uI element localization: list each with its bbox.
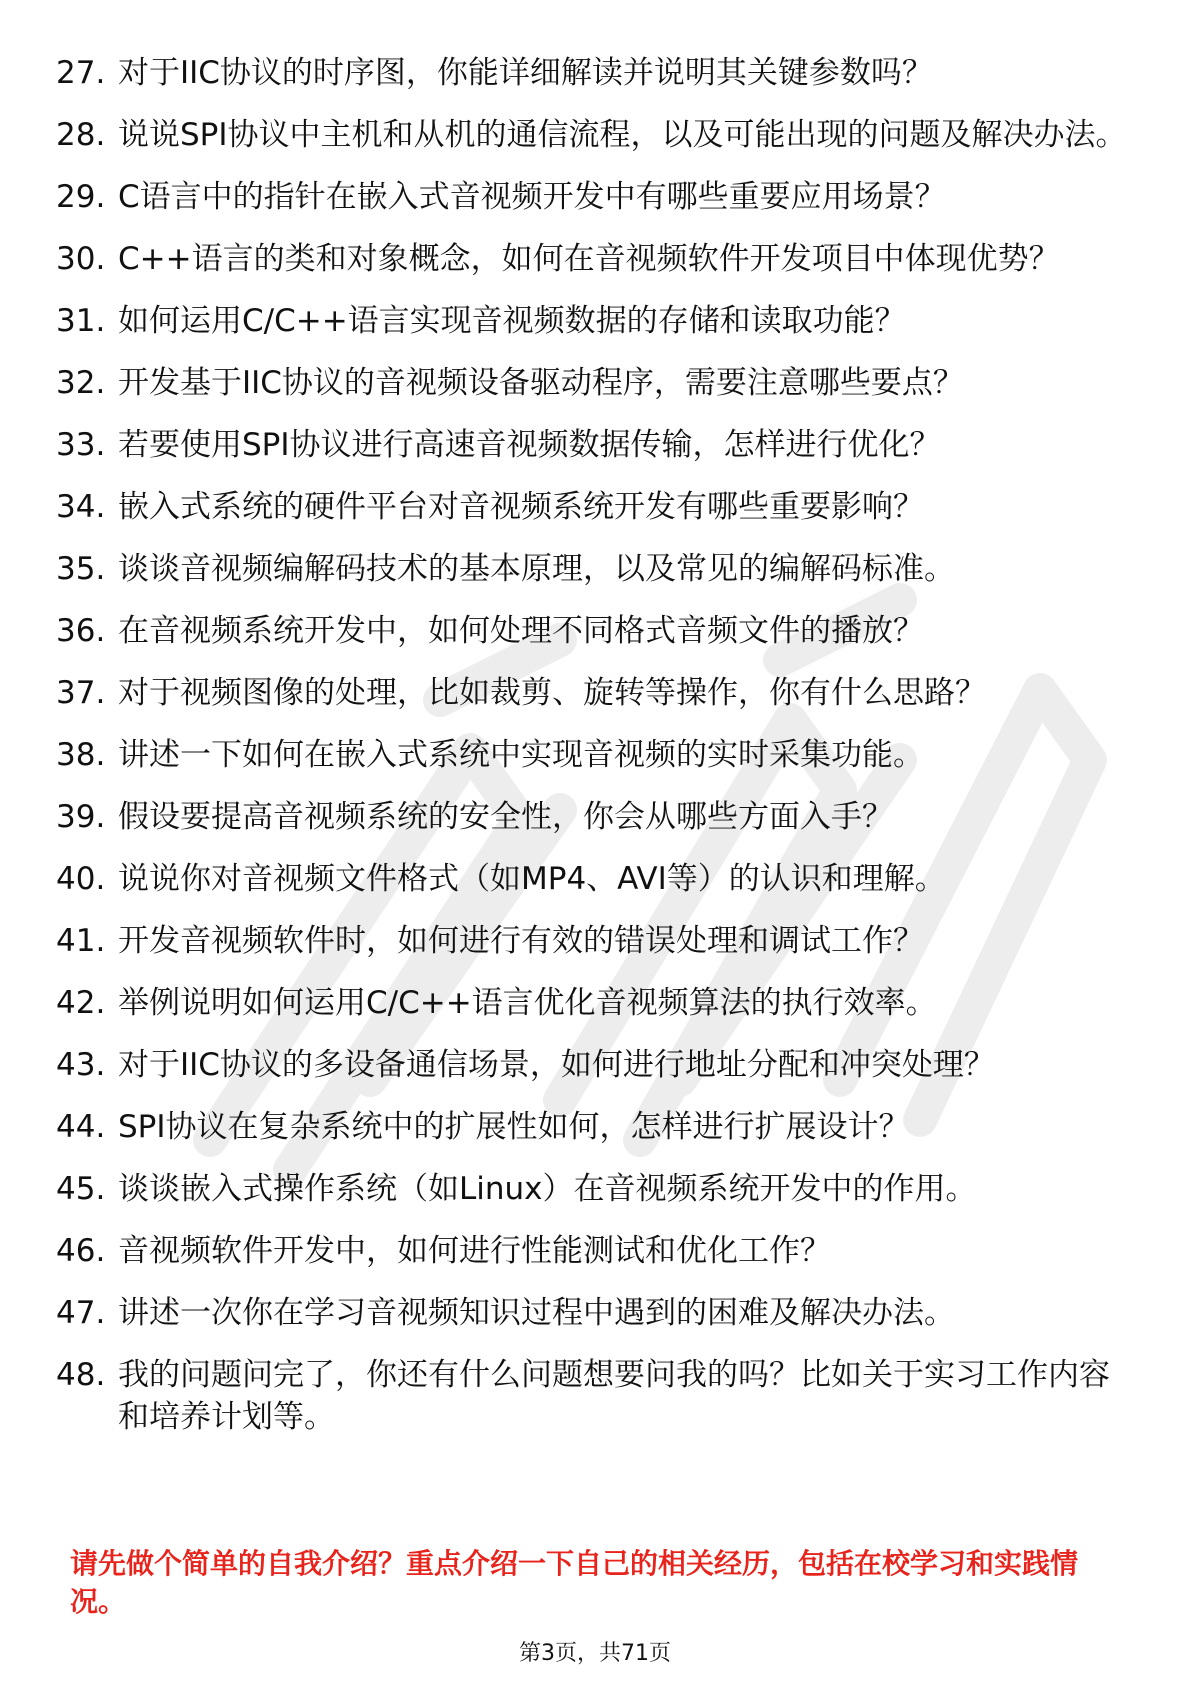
question-text: 嵌入式系统的硬件平台对音视频系统开发有哪些重要影响？ xyxy=(118,489,924,525)
list-item xyxy=(56,920,1136,962)
question-text: 谈谈嵌入式操作系统（如Linux）在音视频系统开发中的作用。 xyxy=(118,1171,977,1207)
list-item xyxy=(56,300,1136,342)
list-item xyxy=(56,1168,1136,1210)
list-item xyxy=(56,796,1136,838)
list-item xyxy=(56,1292,1136,1334)
list-item xyxy=(56,486,1136,528)
question-list xyxy=(56,52,1136,1458)
question-text: 对于视频图像的处理，比如裁剪、旋转等操作，你有什么思路？ xyxy=(118,675,986,711)
question-text: 对于IIC协议的多设备通信场景，如何进行地址分配和冲突处理？ xyxy=(118,1047,995,1083)
list-item xyxy=(56,362,1136,404)
list-item xyxy=(56,176,1136,218)
question-number: 48. xyxy=(56,1357,106,1393)
question-text: 谈谈音视频编解码技术的基本原理，以及常见的编解码标准。 xyxy=(118,551,955,587)
question-number: 42. xyxy=(56,985,106,1021)
question-text: 开发音视频软件时，如何进行有效的错误处理和调试工作？ xyxy=(118,923,924,959)
list-item xyxy=(56,52,1136,94)
page-number: 第3页，共71页 xyxy=(519,1641,671,1666)
question-text: 在音视频系统开发中，如何处理不同格式音频文件的播放？ xyxy=(118,613,924,649)
list-item xyxy=(56,734,1136,776)
question-text: 我的问题问完了，你还有什么问题想要问我的吗？比如关于实习工作内容和培养计划等。 xyxy=(118,1357,1110,1435)
list-item xyxy=(56,858,1136,900)
question-number: 40. xyxy=(56,861,106,897)
list-item xyxy=(56,1230,1136,1272)
list-item xyxy=(56,610,1136,652)
list-item xyxy=(56,1354,1136,1438)
question-number: 46. xyxy=(56,1233,106,1269)
question-number: 33. xyxy=(56,427,106,463)
question-number: 47. xyxy=(56,1295,106,1331)
question-number: 36. xyxy=(56,613,106,649)
list-item xyxy=(56,672,1136,714)
question-text: 举例说明如何运用C/C++语言优化音视频算法的执行效率。 xyxy=(118,985,937,1021)
list-item xyxy=(56,114,1136,156)
question-text: 假设要提高音视频系统的安全性，你会从哪些方面入手？ xyxy=(118,799,893,835)
question-text: 音视频软件开发中，如何进行性能测试和优化工作？ xyxy=(118,1233,831,1269)
question-text: 说说SPI协议中主机和从机的通信流程，以及可能出现的问题及解决办法。 xyxy=(118,117,1127,153)
question-number: 45. xyxy=(56,1171,106,1207)
list-item xyxy=(56,1044,1136,1086)
list-item xyxy=(56,1106,1136,1148)
list-item xyxy=(56,982,1136,1024)
question-number: 37. xyxy=(56,675,106,711)
question-text: 若要使用SPI协议进行高速音视频数据传输，怎样进行优化？ xyxy=(118,427,941,463)
question-number: 31. xyxy=(56,303,106,339)
question-text: 说说你对音视频文件格式（如MP4、AVI等）的认识和理解。 xyxy=(118,861,946,897)
question-number: 41. xyxy=(56,923,106,959)
question-number: 38. xyxy=(56,737,106,773)
list-item xyxy=(56,548,1136,590)
question-number: 44. xyxy=(56,1109,106,1145)
question-number: 35. xyxy=(56,551,106,587)
question-text: 讲述一次你在学习音视频知识过程中遇到的困难及解决办法。 xyxy=(118,1295,955,1331)
question-number: 30. xyxy=(56,241,106,277)
question-number: 43. xyxy=(56,1047,106,1083)
question-text: SPI协议在复杂系统中的扩展性如何，怎样进行扩展设计？ xyxy=(118,1109,910,1145)
highlighted-question: 请先做个简单的自我介绍？重点介绍一下自己的相关经历，包括在校学习和实践情况。 xyxy=(70,1547,1079,1618)
question-text: 如何运用C/C++语言实现音视频数据的存储和读取功能？ xyxy=(118,303,906,339)
list-item xyxy=(56,424,1136,466)
list-item xyxy=(56,238,1136,280)
question-text: 讲述一下如何在嵌入式系统中实现音视频的实时采集功能。 xyxy=(118,737,924,773)
question-number: 32. xyxy=(56,365,106,401)
question-number: 34. xyxy=(56,489,106,525)
question-text: 开发基于IIC协议的音视频设备驱动程序，需要注意哪些要点？ xyxy=(118,365,964,401)
question-number: 27. xyxy=(56,55,106,91)
question-number: 28. xyxy=(56,117,106,153)
question-number: 29. xyxy=(56,179,106,215)
question-text: 对于IIC协议的时序图，你能详细解读并说明其关键参数吗？ xyxy=(118,55,933,91)
question-text: C语言中的指针在嵌入式音视频开发中有哪些重要应用场景？ xyxy=(118,179,946,215)
question-number: 39. xyxy=(56,799,106,835)
question-text: C++语言的类和对象概念，如何在音视频软件开发项目中体现优势？ xyxy=(118,241,1060,277)
